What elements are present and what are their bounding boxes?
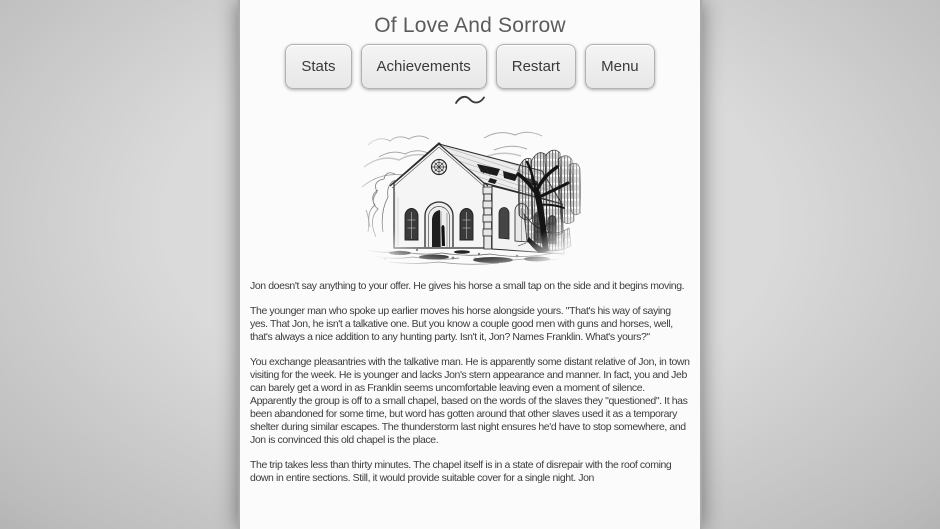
story-paragraph-1: Jon doesn't say anything to your offer. He gives his horse a small tap on the side and it begins moving. (250, 280, 685, 292)
story-page (238, 0, 702, 529)
toolbar (240, 44, 700, 89)
page-title: Of Love And Sorrow (374, 14, 566, 37)
restart-button[interactable]: Restart (496, 44, 576, 89)
story-paragraph-3: You exchange pleasantries with the talkative man. He is apparently some distant relative of Jon, in town visiting for the week. He is younger and lacks Jon's stern appearance and manner. In fact, you and Jeb can barely get a word in as Franklin seems uncomfortable leaving even a moment of silence. Apparently the group is off to a small chapel, based on the words of the slaves they "questioned". It has been abandoned for some time, but word has gotten around that other slaves used it as a temporary shelter during similar escapes. The thunderstorm last night ensures he'd have to stop somewhere, and Jon is convinced this old chapel is the place. (250, 356, 690, 446)
stats-button[interactable]: Stats (285, 44, 351, 89)
chapel-illustration-drawing (359, 112, 581, 265)
chapel-illustration (359, 112, 581, 265)
story-text (240, 280, 700, 485)
achievements-button[interactable]: Achievements (361, 44, 487, 89)
menu-button[interactable]: Menu (585, 44, 655, 89)
story-paragraph-2: The younger man who spoke up earlier moves his horse alongside yours. "That's his way of saying yes. That Jon, he isn't a talkative one. But you know a couple good men with guns and horses, well, that's always a nice addition to any hunting party. Isn't it, Jon? Names Franklin. What's yours?" (250, 305, 673, 343)
story-paragraph-4: The trip takes less than thirty minutes. The chapel itself is in a state of disrepair with the roof coming down in entire sections. Still, it would provide suitable cover for a single night. Jon (250, 459, 672, 484)
flourish-divider-icon (240, 92, 700, 107)
